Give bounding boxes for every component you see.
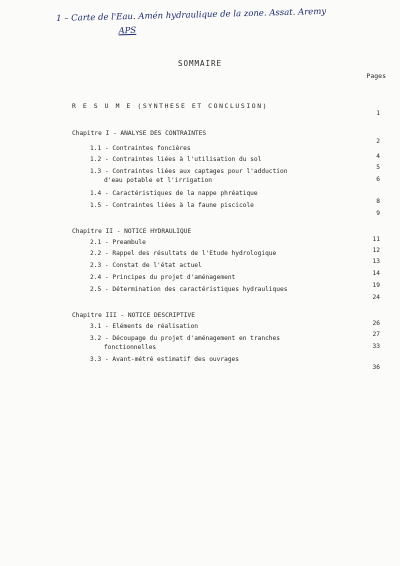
toc-entry-page: 13 bbox=[372, 258, 380, 265]
page-title: SOMMAIRE bbox=[177, 59, 223, 68]
toc-entry-label: 3.2 - Découpage du projet d'aménagement en tranches bbox=[90, 335, 280, 342]
toc-entry-page: 14 bbox=[372, 270, 380, 277]
toc-entry-page: 24 bbox=[372, 294, 380, 301]
toc-entry-label: 1.4 - Caractéristiques de la nappe phréatique bbox=[90, 190, 258, 197]
toc-entry-page: 1 bbox=[376, 110, 380, 117]
toc-entry-label: 1.2 - Contraintes liées à l'utilisation du sol bbox=[90, 156, 262, 163]
toc-entry-page: 8 bbox=[376, 198, 380, 205]
pages-column-label: Pages bbox=[366, 72, 386, 80]
toc-entry-page: 11 bbox=[372, 236, 380, 243]
toc-entry-page: 6 bbox=[376, 176, 380, 183]
toc-entry-label: 1.5 - Contraintes liées à la faune piscicole bbox=[90, 202, 254, 209]
toc-entry-label: 2.5 - Détermination des caractéristiques hydrauliques bbox=[90, 286, 288, 293]
toc-entry-page: 9 bbox=[376, 210, 380, 217]
toc-entry-label: Chapitre I - ANALYSE DES CONTRAINTES bbox=[72, 130, 207, 137]
toc-entry-label: 3.1 - Eléments de réalisation bbox=[90, 323, 199, 330]
toc-entry-page: 36 bbox=[372, 364, 380, 371]
toc-entry-label: 3.3 - Avant-métré estimatif des ouvrages bbox=[90, 356, 240, 363]
toc-entry-3-3 bbox=[0, 348, 400, 380]
toc-entry-label: 2.4 - Principes du projet d'aménagement bbox=[90, 274, 236, 281]
toc-entry-page: 5 bbox=[376, 164, 380, 171]
toc-entry-page: 19 bbox=[372, 282, 380, 289]
toc-entry-label: 2.3 - Constat de l'état actuel bbox=[90, 262, 202, 269]
toc-entry-label: d'eau potable et l'irrigation bbox=[104, 177, 213, 184]
toc-entry-page: 33 bbox=[372, 343, 380, 350]
toc-entry-label: 2.1 - Preambule bbox=[90, 239, 146, 246]
toc-entry-label: 1.3 - Contraintes liées aux captages pour l'adduction bbox=[90, 168, 288, 175]
annotation-line-1: 1 – Carte de l'Eau. Amén hydraulique de la zone. Assat. Aremy bbox=[56, 6, 327, 24]
toc-entry-label: fonctionnelles bbox=[104, 344, 157, 351]
toc-entry-label: 2.2 - Rappel des résultats de l'Etude hydrologique bbox=[90, 250, 277, 257]
toc-entry-page: 12 bbox=[372, 247, 380, 254]
annotation-line-2: APS bbox=[118, 25, 137, 37]
toc-entry-page: 4 bbox=[376, 153, 380, 160]
toc-entry-page: 2 bbox=[376, 138, 380, 145]
toc-entry-label: 1.1 - Contraintes foncières bbox=[90, 145, 191, 152]
toc-entry-label: Chapitre III - NOTICE DESCRIPTIVE bbox=[72, 312, 195, 319]
toc-entry-label: Chapitre II - NOTICE HYDRAULIQUE bbox=[72, 228, 192, 235]
toc-entry-page: 27 bbox=[372, 331, 380, 338]
toc-entry-page: 26 bbox=[372, 320, 380, 327]
toc-entry-label: R E S U M E (SYNTHESE ET CONCLUSION) bbox=[72, 102, 269, 110]
